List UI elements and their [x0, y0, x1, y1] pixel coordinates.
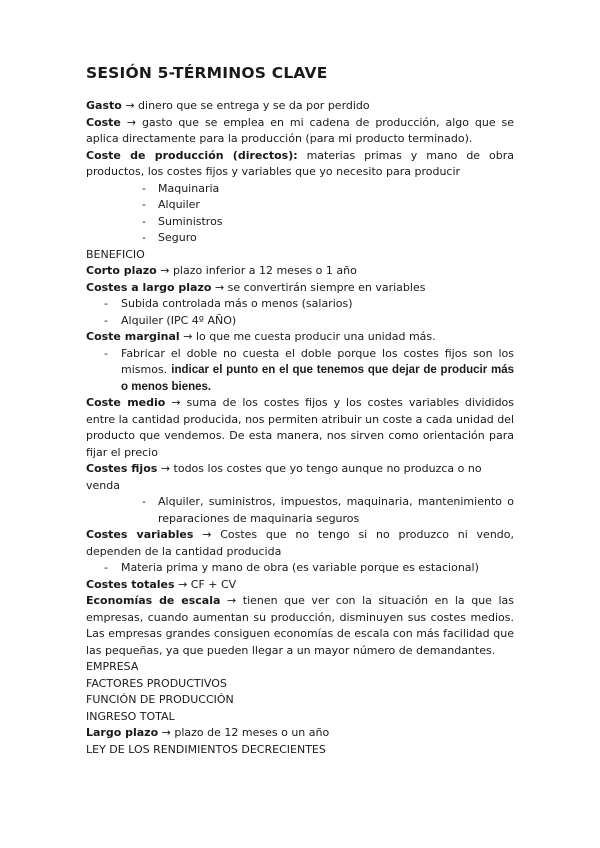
term-label: Corto plazo [86, 264, 157, 277]
arrow-icon: → [126, 115, 137, 129]
dash-bullet: - [142, 231, 146, 244]
dash-bullet: - [142, 198, 146, 211]
list-item-text: Maquinaria [158, 181, 220, 195]
arrow-icon: → [178, 577, 188, 591]
list-item-text: Materia prima y mano de obra (es variable porque es estacional) [121, 561, 479, 574]
document-page [86, 64, 514, 758]
term-corto-plazo [86, 263, 514, 280]
term-ingreso-total: INGRESO TOTAL [86, 709, 175, 723]
term-label: Coste marginal [86, 330, 180, 343]
list-item [86, 214, 514, 231]
term-coste-marginal [86, 329, 514, 346]
list-item [86, 313, 514, 330]
term-factores-productivos: FACTORES PRODUCTIVOS [86, 676, 227, 690]
dash-bullet: - [104, 346, 108, 360]
term-definition: lo que me cuesta producir una unidad más. [195, 330, 436, 343]
term-gasto [86, 98, 514, 115]
term-label: Gasto [86, 99, 122, 112]
term-definition: gasto que se emplea en mi cadena de producción, algo que se aplica directamente para la producción (para mi producto terminado). [86, 115, 515, 145]
term-label: Costes a largo plazo [86, 280, 212, 294]
term-costes-fijos [86, 461, 514, 494]
term-coste-produccion [86, 148, 514, 181]
term-label: Coste [86, 115, 121, 129]
term-definition: tienen que ver con la situación en la que las empresas, cuando aumentan su producción, disminuyen sus costes medios. Las empresas grandes consiguen economías de escala con más facilidad que las pequeñas, ya que pueden llegar a un mayor número de demandantes. [86, 594, 515, 657]
highlight-text: indicar el punto en el que tenemos que dejar de producir más o menos bienes. [121, 364, 514, 393]
term-definition: Costes que no tengo si no produzco ni vendo, dependen de la cantidad producida [86, 528, 515, 558]
term-label: Largo plazo [86, 726, 159, 739]
term-coste [86, 115, 514, 148]
arrow-icon: → [171, 396, 181, 409]
list-item-text: Fabricar el doble no cuesta el doble porque los costes fijos son los mismos. [121, 346, 514, 376]
term-economias-escala [86, 593, 514, 659]
list-item-text: Seguro [158, 231, 197, 244]
dash-bullet: - [104, 297, 108, 310]
term-definition: dinero que se entrega y se da por perdido [138, 99, 370, 112]
term-ley-rendimientos: LEY DE LOS RENDIMIENTOS DECRECIENTES [86, 742, 326, 756]
list-item [86, 181, 514, 198]
dash-bullet: - [104, 561, 108, 574]
term-costes-variables [86, 527, 514, 560]
arrow-icon: → [214, 280, 225, 294]
arrow-icon: → [183, 330, 193, 343]
list-item-text: Alquiler (IPC 4º AÑO) [121, 313, 237, 327]
list-item-text: Alquiler, suministros, impuestos, maquinaria, mantenimiento o reparaciones de maquinaria seguros [158, 495, 514, 525]
arrow-icon: → [160, 462, 171, 475]
dash-bullet: - [142, 214, 146, 228]
arrow-icon: → [226, 594, 237, 607]
term-funcion-produccion: FUNCIÓN DE PRODUCCIÓN [86, 693, 234, 706]
term-costes-totales [86, 577, 514, 594]
dash-bullet: - [142, 495, 146, 508]
list-item [86, 296, 514, 313]
list-item [86, 560, 514, 577]
term-definition: suma de los costes fijos y los costes variables divididos entre la cantidad producida, nos permiten atribuir un coste a cada unidad del producto que vendemos. De esta manera, nos sirven como orientación para fijar el precio [86, 396, 515, 459]
term-definition: materias primas y mano de obra productos, los costes fijos y variables que yo necesito para producir [86, 148, 514, 178]
term-costes-largo-plazo [86, 280, 514, 297]
arrow-icon: → [125, 99, 135, 112]
term-label: Coste de producción (directos): [86, 148, 298, 162]
term-label: Costes variables [86, 528, 194, 541]
list-item [86, 494, 514, 527]
dash-bullet: - [104, 313, 108, 327]
dash-bullet: - [142, 181, 146, 195]
term-label: Costes fijos [86, 462, 158, 475]
term-coste-medio [86, 395, 514, 461]
arrow-icon: → [160, 264, 170, 277]
list-item [86, 346, 514, 396]
term-definition: CF + CV [190, 577, 237, 591]
list-item-text: Subida controlada más o menos (salarios) [121, 297, 353, 310]
arrow-icon: → [161, 726, 171, 739]
list-item-text: Suministros [158, 214, 223, 228]
term-largo-plazo [86, 725, 514, 742]
term-empresa: EMPRESA [86, 660, 139, 673]
term-beneficio: BENEFICIO [86, 247, 145, 261]
term-definition: se convertirán siempre en variables [227, 280, 426, 294]
term-definition: plazo de 12 meses o un año [174, 726, 330, 739]
term-label: Costes totales [86, 577, 175, 591]
list-item [86, 197, 514, 214]
page-title: SESIÓN 5-TÉRMINOS CLAVE [86, 64, 328, 82]
term-label: Economías de escala [86, 594, 221, 607]
arrow-icon: → [202, 528, 212, 541]
term-definition: plazo inferior a 12 meses o 1 año [172, 264, 357, 277]
term-definition: todos los costes que yo tengo aunque no produzca o no venda [86, 462, 482, 492]
term-label: Coste medio [86, 396, 166, 409]
list-item [86, 230, 514, 247]
list-item-text: Alquiler [158, 198, 200, 211]
